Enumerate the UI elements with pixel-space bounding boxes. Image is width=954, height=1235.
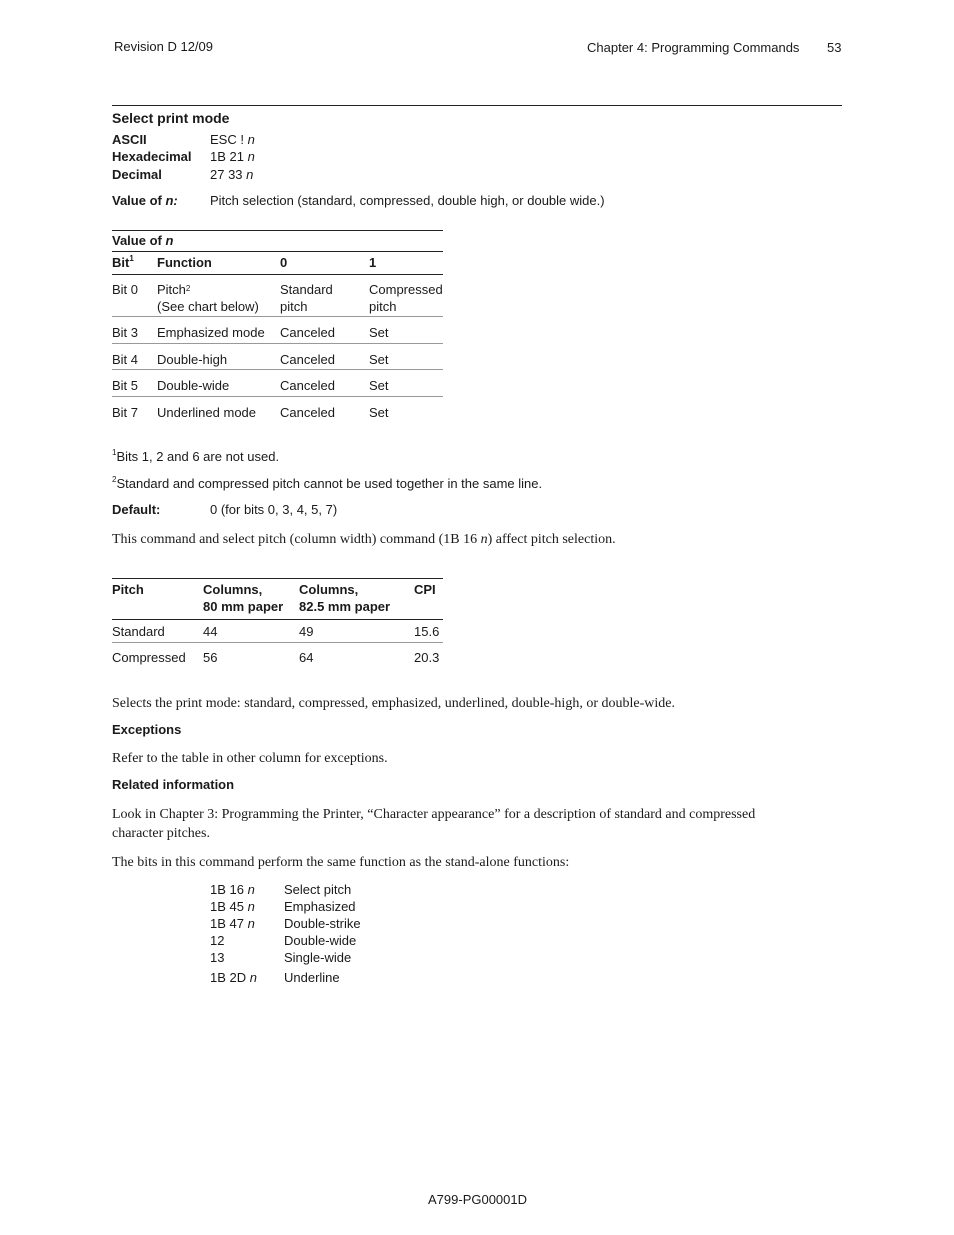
header-cpi: CPI <box>414 582 436 597</box>
default-text: 0 (for bits 0, 3, 4, 5, 7) <box>210 502 338 517</box>
pitch-note: This command and select pitch (column width) command (1B 16 n) affect pitch selection. <box>112 532 616 547</box>
table-caption: Value of n <box>112 233 174 248</box>
description: Selects the print mode: standard, compressed, emphasized, underlined, double-high, or double-wide. <box>112 696 675 711</box>
functions-intro: The bits in this command perform the same function as the stand-alone functions: <box>112 855 570 870</box>
code-value: 1B 21 n <box>210 149 255 164</box>
default-key: Default: <box>112 502 161 517</box>
header-revision: Revision D 12/09 <box>114 39 213 54</box>
related-text: Look in Chapter 3: Programming the Printer, “Character appearance” for a description of standard and compressed character pitches. <box>112 807 756 841</box>
footnote-1: $^1$Bits 1, 2 and 6 are not used. <box>112 448 280 464</box>
exceptions-text: Refer to the table in other column for exceptions. <box>112 751 388 766</box>
code-value: 27 33 n <box>210 167 254 182</box>
header-page-number: 53 <box>827 40 842 55</box>
code-key: ASCII <box>112 132 147 147</box>
section-divider <box>112 105 842 106</box>
header-bit: Bit$^1$ <box>112 254 134 270</box>
section-title: Select print mode <box>112 110 230 126</box>
value-of-n-key: Value of n: <box>112 193 178 208</box>
code-value: ESC ! n <box>210 132 255 147</box>
header-columns-825: Columns, 82.5 mm paper <box>299 582 391 614</box>
exceptions-heading: Exceptions <box>112 722 182 737</box>
code-key: Decimal <box>112 167 162 182</box>
header-zero: 0 <box>280 255 288 270</box>
header-one: 1 <box>369 255 377 270</box>
value-of-n-text: Pitch selection (standard, compressed, double high, or double wide.) <box>210 193 605 208</box>
code-key: Hexadecimal <box>112 149 192 164</box>
footnote-2: $^2$Standard and compressed pitch cannot be used together in the same line. <box>112 475 543 491</box>
header-chapter: Chapter 4: Programming Commands <box>587 40 800 55</box>
header-pitch: Pitch <box>112 582 144 597</box>
header-function: Function <box>157 255 212 270</box>
header-columns-80: Columns, 80 mm paper <box>203 582 284 614</box>
related-heading: Related information <box>112 777 235 792</box>
footer-document-id: A799-PG00001D <box>428 1192 528 1207</box>
